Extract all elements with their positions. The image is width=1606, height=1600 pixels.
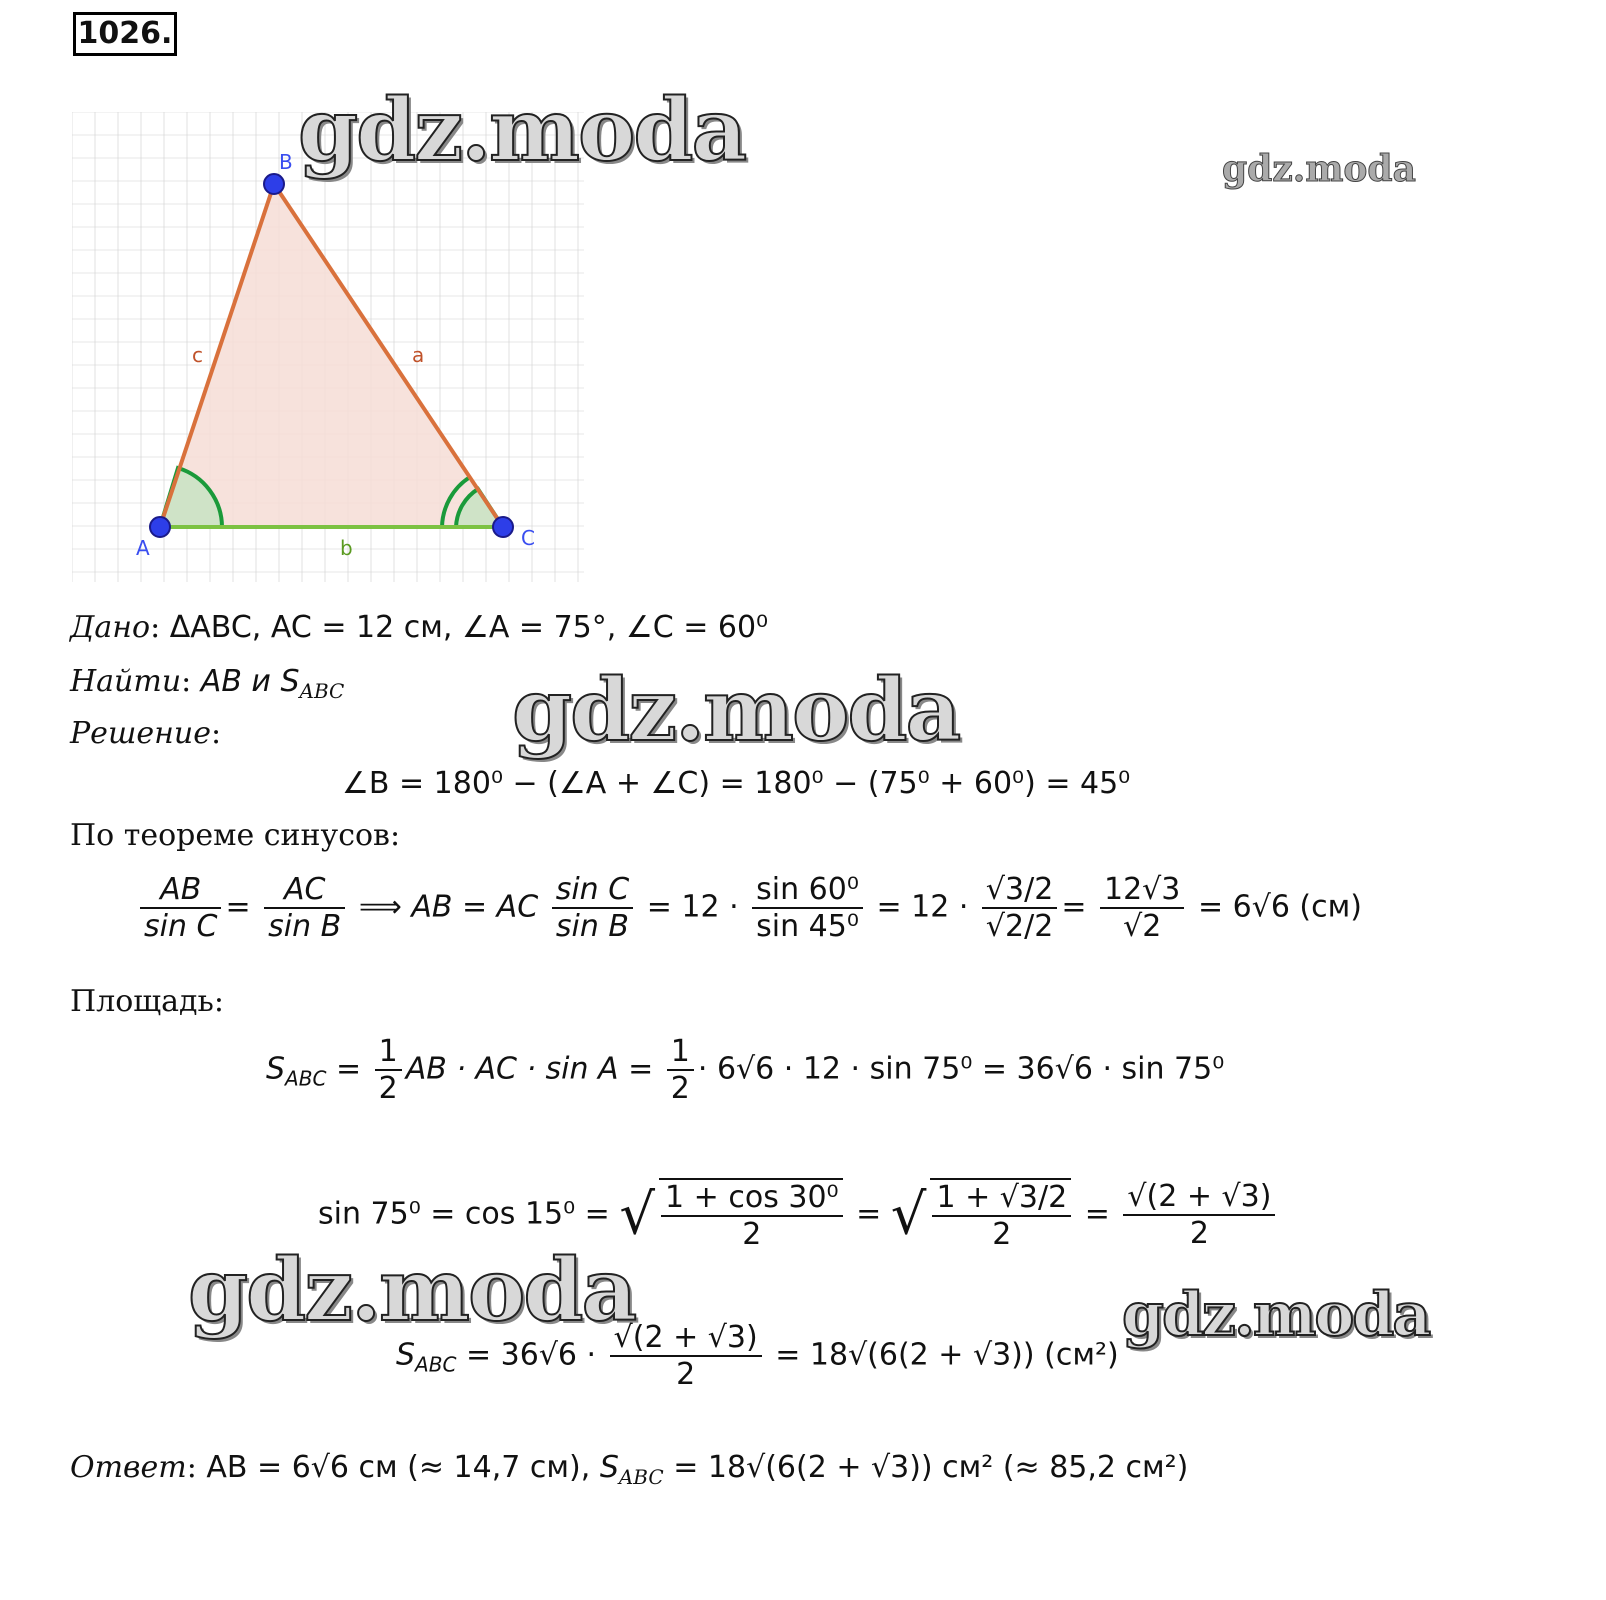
frac-final: $\frac{√(2 + √3)}{2}$: [610, 1320, 762, 1392]
answer-line: Ответ: AB = 6√6 см (≈ 14,7 см), $S_{ABC} = 18√(6(2 + √3))$ см² (≈ 85,2 см²): [70, 1450, 1189, 1489]
label-side-a: a: [412, 343, 425, 367]
label-c: C: [521, 526, 535, 550]
frac-sinc-sinb: $\frac{\text{sin C}}{\text{sin B}}$: [552, 872, 633, 944]
watermark-bottom-left: gdz.moda: [188, 1240, 636, 1341]
find-label: Найти: [70, 664, 182, 699]
area-final-equation: $S_{ABC} = 36√6$ · $\frac{√(2 + √3)}{2}$ = 18√(6(2 + √3)) (см²): [396, 1320, 1119, 1392]
frac-half-2: $\frac{1}{2}$: [667, 1034, 694, 1106]
frac-ac-sinb: $\frac{AC}{\text{sin B}}$: [264, 872, 345, 944]
frac-sin60-sin45: $\frac{\text{sin 60⁰}}{\text{sin 45⁰}}$: [752, 872, 863, 944]
watermark-middle: gdz.moda: [512, 660, 960, 761]
answer-label: Ответ: [70, 1450, 187, 1485]
area-equation: $S_{ABC}$ = $\frac{1}{2}$ AB · AC · sin A = $\frac{1}{2}$ · 6√6 · 12 · sin 75⁰ = 36√6 · sin 75⁰: [266, 1034, 1225, 1106]
given-line: Дано: ΔABC, AC = 12 см, ∠A = 75°, ∠C = 60⁰: [70, 610, 769, 645]
label-a: A: [136, 536, 150, 560]
angle-b-equation: ∠B = 180⁰ − (∠A + ∠C) = 180⁰ − (75⁰ + 60⁰) = 45⁰: [342, 766, 1131, 801]
vertex-c: [493, 517, 513, 537]
sin75-equation: sin 75⁰ = cos 15⁰ = √ $\frac{\text{1 + cos 30⁰}}{2}$ = √ $\frac{1 + √3/2}{2}$ = $\frac{√(2 + √3)}{2}$: [318, 1178, 1279, 1252]
sqrt-frac-2: $\frac{1 + √3/2}{2}$: [930, 1178, 1071, 1252]
answer-ab: AB = 6√6 см (≈ 14,7 см),: [206, 1450, 591, 1485]
label-side-c: c: [192, 343, 203, 367]
given-label: Дано: [70, 610, 151, 645]
vertex-b: [264, 174, 284, 194]
sine-equation: $\frac{AB}{\text{sin C}}$ = $\frac{AC}{\text{sin B}}$ ⟹ AB = AC $\frac{\text{sin C}}{\text{sin B}}$ = 12 · $\frac{\text{sin 60⁰}}{\text{sin 45⁰}}$ = 12 · $\frac{√3/2}{√2/2}$ = $\frac{12√3}{√2}$ = 6√6 (см): [136, 872, 1362, 944]
problem-number: 1026.: [73, 12, 177, 56]
triangle-fill: [160, 184, 503, 527]
answer-area: = 18√(6(2 + √3)) см² (≈ 85,2 см²): [673, 1450, 1189, 1485]
watermark-top: gdz.moda: [298, 80, 746, 181]
label-side-b: b: [340, 536, 353, 560]
watermark-bottom-right: gdz.moda: [1122, 1280, 1430, 1350]
triangle-figure: [72, 112, 584, 582]
frac-result: $\frac{√(2 + √3)}{2}$: [1123, 1179, 1275, 1251]
given-text: ΔABC, AC = 12 см, ∠A = 75°, ∠C = 60⁰: [169, 610, 769, 645]
frac-12sqrt3-sqrt2: $\frac{12√3}{√2}$: [1100, 872, 1184, 944]
solution-label: Решение: [70, 716, 211, 751]
solution-line: Решение:: [70, 716, 222, 751]
frac-sqrt3-sqrt2: $\frac{√3/2}{√2/2}$: [982, 872, 1057, 944]
vertex-a: [150, 517, 170, 537]
frac-half-1: $\frac{1}{2}$: [375, 1034, 402, 1106]
label-b: B: [279, 150, 293, 174]
frac-ab-sinc: $\frac{AB}{\text{sin C}}$: [140, 872, 221, 944]
sine-theorem-label: По теореме синусов:: [70, 818, 401, 853]
find-sub: ABC: [299, 679, 345, 703]
area-label: Площадь:: [70, 984, 224, 1019]
find-text: AB и S: [200, 664, 300, 699]
find-line: Найти: AB и $S_{ABC}$: [70, 664, 345, 703]
sqrt-frac-1: $\frac{\text{1 + cos 30⁰}}{2}$: [659, 1178, 843, 1252]
watermark-top-right: gdz.moda: [1222, 148, 1416, 190]
